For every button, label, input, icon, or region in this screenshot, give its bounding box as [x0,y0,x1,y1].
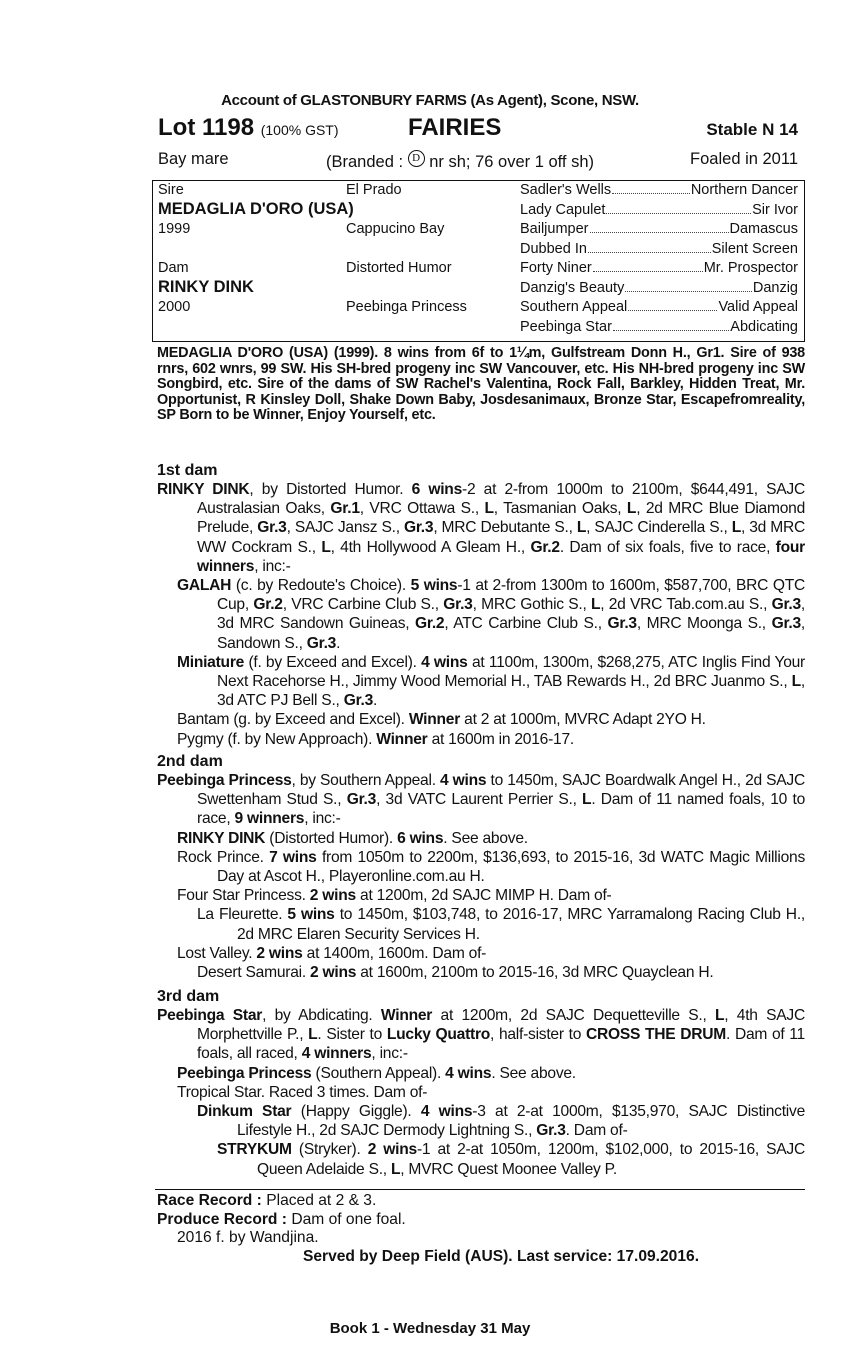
sire-label: Sire [158,182,184,198]
vendor-account: Account of GLASTONBURY FARMS (As Agent), Scone, NSW. [221,92,639,109]
dot-leader [628,299,717,311]
text: at 1200m, 2d SAJC Dequetteville S., [432,1007,715,1024]
pedigree-entry [157,730,805,749]
race-record-value: Placed at 2 & 3. [266,1192,377,1209]
bold-text: Gr.2 [415,615,445,633]
sire-name: MEDAGLIA D'ORO (USA) [158,200,354,218]
gst-note: (100% GST) [260,122,339,138]
great-grandparent-name: Danzig's Beauty [520,279,625,296]
text: Tropical Star. Raced 3 times. Dam of- [177,1083,428,1101]
text: . Dam of- [565,1122,628,1140]
text: , SAJC Jansz S., [286,519,404,537]
bold-text: 2 wins [367,1141,417,1159]
great-grandparent-row [520,202,798,218]
text: Pygmy (f. by New Approach). [177,730,377,748]
text: at 1200m, 2d SAJC MIMP H. Dam of- [355,887,612,905]
bold-text: Peebinga Princess [157,772,292,789]
produce-record-label: Produce Record : [157,1210,287,1228]
great-grandparent-name: Lady Capulet [520,201,606,218]
horse-description: Bay mare [158,150,229,168]
text: , MRC Gothic S., [472,596,591,614]
great-grandparent-sire: Northern Dancer [690,182,798,198]
dot-leader [612,182,690,194]
great-grandparent-sire: Abdicating [730,318,798,335]
bold-text: 5 wins [410,577,458,595]
text: . Dam of 11 named foals, 10 to race, [197,791,805,828]
text: to 1450m, SAJC Boardwalk Angel H., 2d SAJC Swettenham Stud S., [197,772,805,809]
pedigree-entry [157,886,805,905]
bold-text: 5 wins [287,906,335,924]
great-grandparent-sire: Sir Ivor [752,201,798,218]
race-record [157,1192,805,1211]
divider [155,1189,805,1190]
pedigree-entry [157,963,805,982]
grandsire-paternal: El Prado [346,182,402,198]
bold-text: Winner [380,1007,433,1024]
bold-text: Gr.3 [343,692,374,710]
bold-text: 4 wins [439,772,487,789]
dot-leader [613,319,729,331]
dot-leader [625,280,752,292]
third-dam-section [157,987,805,1179]
text: , Sandown S., [217,615,806,652]
horse-name: FAIRIES [408,114,502,141]
bold-text: CROSS THE DRUM [585,1026,727,1044]
pedigree-entry [157,480,805,576]
bold-text: L [582,791,592,809]
text: , Tasmanian Oaks, [493,500,627,518]
pedigree-entry [157,1006,805,1064]
bold-text: L [590,596,601,614]
bold-text: L [308,1026,318,1044]
section-heading: 2nd dam [157,753,223,770]
branded-prefix: (Branded : [326,153,404,171]
bold-text: RINKY DINK [157,481,250,498]
bold-text: 6 wins [397,829,444,847]
great-grandparent-name: Sadler's Wells [520,182,612,198]
service-note: Served by Deep Field (AUS). Last service: 17.09.2016. [302,1247,700,1265]
text: , by Abdicating. [262,1007,381,1024]
text: La Fleurette. [197,906,288,924]
bold-text: 2 wins [309,887,356,905]
grandsire-maternal: Distorted Humor [346,260,452,276]
race-record-label: Race Record : [157,1192,262,1209]
bold-text: L [731,519,741,537]
dam-label: Dam [158,260,189,276]
text: , by Southern Appeal. [291,772,440,789]
text: Four Star Princess. [177,887,310,905]
text: , inc:- [371,1045,408,1063]
bold-text: Gr.3 [771,615,801,633]
bold-text: L [576,519,587,537]
text: . Sister to [317,1026,387,1044]
pedigree-entry [157,829,805,848]
text: . Dam of 11 foals, all raced, [197,1026,805,1063]
text: Desert Samurai. [197,964,310,982]
bold-text: L [321,538,331,556]
section-heading: 3rd dam [157,988,220,1005]
great-grandparent-sire: Mr. Prospector [703,260,798,276]
bold-text: Gr.3 [257,519,287,537]
text: , 4th SAJC Morphettville P., [197,1007,805,1044]
pedigree-entry [157,1083,805,1102]
bold-text: Gr.3 [306,634,337,652]
text: , MVRC Quest Moonee Valley P. [400,1160,617,1178]
text: Bantam (g. by Exceed and Excel). [177,711,409,729]
text: , MRC Moonga S., [636,615,772,633]
pedigree-entry [157,653,805,711]
bold-text: 4 winners [301,1045,372,1063]
bold-text: Gr.3 [607,615,637,633]
bold-text: Peebinga Princess [177,1064,312,1082]
bold-text: Gr.1 [330,500,360,518]
text: , 3d ATC PJ Bell S., [217,673,805,710]
text: at 1600m in 2016-17. [427,730,574,748]
text: -1 at 2-from 1300m to 1600m, $587,700, BRC QTC Cup, [217,577,805,614]
branded-suffix: nr sh; 76 over 1 off sh) [429,153,595,171]
great-grandparent-row [520,182,798,198]
great-grandparent-sire: Silent Screen [711,240,798,257]
great-grandparent-row [520,260,798,276]
text: , 2d VRC Tab.com.au S., [600,596,772,614]
text: . [336,634,341,652]
bold-text: 4 wins [421,653,468,671]
great-grandparent-name: Forty Niner [520,260,592,276]
section-heading: 1st dam [157,462,218,479]
great-grandparent-name: Southern Appeal [520,299,628,315]
text: at 1100m, 1300m, $268,275, ATC Inglis Find Your Next Racehorse H., Jimmy Wood Memorial H., TAB Rewards H., 2d BRC Juanmo S., [217,653,805,691]
great-grandparent-row [520,280,798,296]
text: (f. by Exceed and Excel). [244,653,422,671]
pedigree-entry [157,1102,805,1140]
text: . Dam of six foals, five to race, [559,538,776,556]
pedigree-entry [157,848,805,886]
bold-text: 6 wins [411,481,462,498]
sire-year: 1999 [158,221,191,237]
text: , MRC Debutante S., [433,519,577,537]
great-grandparent-row [520,241,798,257]
dot-leader [606,202,751,214]
bold-text: L [390,1160,401,1178]
bold-text: Gr.3 [443,596,473,614]
text: (Stryker). [291,1141,368,1159]
text: , half-sister to [490,1026,586,1044]
great-grandparent-row [520,299,798,315]
text: , VRC Carbine Club S., [282,596,444,614]
pedigree-entry [157,576,805,653]
dot-leader [593,260,703,272]
text: at 2 at 1000m, MVRC Adapt 2YO H. [460,711,706,729]
bold-text: four winners [197,538,805,575]
text: to 1450m, $103,748, to 2016-17, MRC Yarramalong Racing Club H., 2d MRC Elaren Security Services H. [237,906,805,943]
bold-text: Lucky Quattro [386,1026,491,1044]
bold-text: Winner [376,730,428,748]
bold-text: Miniature [177,653,245,671]
lot-label: Lot 1198 [158,114,255,141]
dot-leader [588,241,711,253]
bold-text: Gr.3 [771,596,801,614]
bold-text: Winner [408,711,461,729]
bold-text: 9 winners [234,810,305,828]
lot-number [158,114,339,142]
text: , 2d MRC Blue Diamond Prelude, [197,500,805,537]
foal-entry: 2016 f. by Wandjina. [177,1229,319,1246]
bold-text: L [626,500,637,518]
bold-text: RINKY DINK [177,829,266,847]
bold-text: Gr.2 [253,596,283,614]
text: (Distorted Humor). [265,829,398,847]
text: , 3d VATC Laurent Perrier S., [376,791,583,809]
bold-text: 2 wins [310,964,357,982]
great-grandparent-name: Bailjumper [520,221,589,237]
text: -3 at 2-at 1000m, $135,970, SAJC Distinctive Lifestyle H., 2d SAJC Dermody Lightning S., [237,1103,805,1140]
bold-text: L [791,673,801,691]
text: , by Distorted Humor. [249,481,412,498]
great-grandparent-sire: Damascus [729,221,798,237]
foaled-year: Foaled in 2011 [690,150,798,168]
text: Rock Prince. [177,848,270,866]
bold-text: STRYKUM [217,1141,292,1159]
great-grandparent-sire: Valid Appeal [718,299,798,315]
text: , inc:- [254,557,291,575]
bold-text: Gr.3 [346,791,377,809]
granddam-paternal: Cappucino Bay [346,221,445,237]
brand-mark-icon: D [408,150,425,167]
text: -1 at 2-at 1050m, 1200m, $102,000, to 2015-16, SAJC Queen Adelaide S., [257,1141,805,1178]
pedigree-entry [157,1064,805,1083]
great-grandparent-name: Dubbed In [520,240,587,257]
bold-text: 7 wins [269,848,317,866]
great-grandparent-row [520,221,798,237]
text: (Southern Appeal). [311,1064,446,1082]
bold-text: Peebinga Star [157,1007,263,1024]
pedigree-entry [157,944,805,963]
text: , SAJC Cinderella S., [586,519,732,537]
text: at 1600m, 2100m to 2015-16, 3d MRC Quayclean H. [356,964,714,982]
text: (Happy Giggle). [291,1103,421,1121]
text: . [373,692,378,710]
great-grandparent-sire: Danzig [752,279,798,296]
text: , 3d MRC WW Cockram S., [197,519,806,556]
records [157,1192,805,1266]
bold-text: Gr.2 [530,538,560,556]
bold-text: Gr.3 [536,1122,566,1140]
text: from 1050m to 2200m, $136,693, to 2015-16, 3d WATC Magic Millions Day at Ascot H., Playeronline.com.au H. [217,848,806,886]
text: . See above. [491,1064,576,1082]
bold-text: 2 wins [256,944,303,962]
second-dam-section [157,752,805,982]
bold-text: L [715,1007,725,1024]
text: -2 at 2-from 1000m to 2100m, $644,491, SAJC Australasian Oaks, [197,481,805,518]
bold-text: L [484,500,494,518]
bold-text: 4 wins [445,1064,492,1082]
bold-text: Dinkum Star [197,1103,292,1121]
text: Lost Valley. [177,944,257,962]
pedigree-entry [157,710,805,729]
bold-text: 4 wins [420,1103,473,1121]
text: , inc:- [304,810,341,828]
text: . See above. [443,829,528,847]
text: , VRC Ottawa S., [359,500,485,518]
sire-summary: MEDAGLIA D'ORO (USA) (1999). 8 wins from 6f to 1¼m, Gulfstream Donn H., Gr1. Sire of 938 rnrs, 602 wnrs, 99 SW. His SH-bred progeny inc SW Vancouver, etc. His NH-bred progeny inc SW Songbird, etc. Sire of the dams of SW Rachel's Valentina, Rock Fall, Barkley, Hidden Treat, Mr. Opportunist, R Kinsley Doll, Shake Down Baby, Josdesanimaux, Bronze Star, Escapefromreality, SP Born to be Winner, Enjoy Yourself, etc. [157,345,805,424]
great-grandparent-name: Peebinga Star [520,318,612,335]
dam-year: 2000 [158,299,191,315]
pedigree-table [152,180,805,342]
produce-record-value: Dam of one foal. [291,1210,406,1228]
text: at 1400m, 1600m. Dam of- [302,944,487,962]
bold-text: GALAH [177,577,232,595]
pedigree-entry [157,771,805,829]
bold-text: Gr.3 [403,519,434,537]
produce-record [157,1211,805,1230]
text: (c. by Redoute's Choice). [231,577,411,595]
granddam-maternal: Peebinga Princess [346,299,467,315]
pedigree-entry [157,905,805,943]
pedigree-entry [157,1140,805,1178]
text: , ATC Carbine Club S., [444,615,608,633]
stable-location: Stable N 14 [706,120,798,139]
text: , 3d MRC Sandown Guineas, [217,596,805,633]
dam-name: RINKY DINK [158,278,254,296]
brand-info [326,150,594,172]
first-dam-section [157,461,805,749]
page-footer: Book 1 - Wednesday 31 May [329,1320,531,1337]
great-grandparent-row [520,319,798,335]
text: , 4th Hollywood A Gleam H., [330,538,531,556]
dot-leader [590,221,729,233]
